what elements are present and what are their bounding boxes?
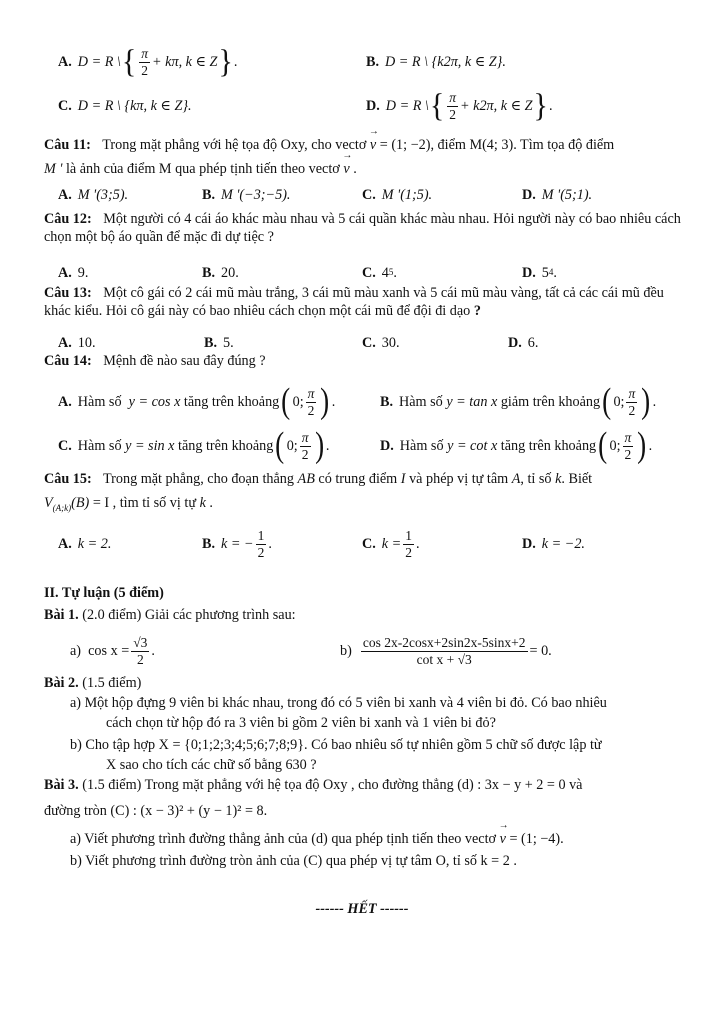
question-11-line2: M ' là ảnh của điểm M qua phép tịnh tiến theo vectơ → v .: [44, 160, 684, 178]
q15-option-a: A. k = 2.: [58, 535, 112, 552]
q13-options: [44, 332, 684, 354]
question-12: Câu 12: Một người có 4 cái áo khác màu nhau và 5 cái quần khác màu nhau. Hỏi người này có bao nhiêu cách chọn một bộ áo quần để mặc đi dự tiệc ?: [44, 211, 681, 246]
bai-2a-line2: cách chọn từ hộp đó ra 3 viên bi gồm 2 viên bi xanh và 1 viên bi đỏ?: [106, 715, 496, 731]
q10-option-b: B. D = R \ {k2π, k ∈ Z}.: [366, 53, 506, 70]
q11-options: [44, 184, 684, 206]
q14-row-ab: [44, 380, 684, 424]
q11-option-d: D. M '(5;1).: [522, 186, 593, 203]
q15-option-b: B. k = − $\frac{1}{2}$ .: [202, 527, 272, 560]
bai-1: Bài 1. (2.0 điểm) Giải các phương trình sau:: [44, 607, 296, 623]
part-2-title: II. Tự luận (5 điểm): [44, 585, 164, 601]
q13-option-a: A. 10.: [58, 334, 96, 351]
bai-3: Bài 3. (1.5 điểm) Trong mặt phẳng với hệ tọa độ Oxy , cho đường thẳng (d) : 3x − y + 2 = 0 và: [44, 777, 583, 793]
q10-row-cd: [44, 86, 684, 126]
q12-option-b: B. 20.: [202, 264, 239, 281]
bai-1b: b) $\frac{\cos 2x-2\cos x+2\sin 2x-5\sin x+2}{\text{cot x + √3}}$ = 0.: [340, 634, 552, 667]
question-15: Câu 15: Trong mặt phẳng, cho đoạn thẳng AB có trung điểm I và phép vị tự tâm A, tỉ số k. Biết: [44, 471, 593, 487]
q10-option-c: C. D = R \ {kπ, k ∈ Z}.: [58, 97, 192, 114]
q12-options: [44, 262, 684, 284]
bai-3b: b) Viết phương trình đường tròn ảnh của (C) qua phép vị tự tâm O, tỉ số k = 2 .: [70, 853, 517, 869]
q12-option-c: C. 4 5 .: [362, 264, 397, 281]
question-14: Câu 14: Mệnh đề nào sau đây đúng ?: [44, 353, 266, 369]
bai-2b-line2: X sao cho tích các chữ số bằng 630 ?: [106, 757, 317, 773]
q14-option-b: B. Hàm số y = tan x giảm trên khoảng ( 0; $\frac{\pi}{2}$ ) .: [380, 382, 657, 421]
question-13: Câu 13: Một cô gái có 2 cái mũ màu trắng, 3 cái mũ màu xanh và 5 cái mũ màu vàng, tất cả các cái mũ đều khác kiểu. Hỏi cô gái này có bao nhiêu cách chọn một cái mũ để đội đi dạo ?: [44, 285, 664, 320]
q12-option-d: D. 5 4 .: [522, 264, 557, 281]
question-11: Câu 11: Trong mặt phẳng với hệ tọa độ Oxy, cho vectơ → v = (1; −2), điểm M(4; 3). Tìm tọa độ điểm: [44, 136, 684, 154]
q10-option-a: A. D = R \ { $\frac{\pi}{2}$ + kπ, k ∈ Z } .: [58, 43, 238, 80]
q12-option-a: A. 9.: [58, 264, 89, 281]
question-15-line2: $V_{(A;k)}(B) = I$ , tìm tỉ số vị tự k .: [44, 495, 213, 513]
bai-1-equations: [44, 628, 684, 674]
q13-option-b: B. 5.: [204, 334, 234, 351]
bai-3-line2: đường tròn (C) : (x − 3)² + (y − 1)² = 8.: [44, 803, 268, 819]
vector-v: → v: [370, 136, 376, 154]
q13-option-d: D. 6.: [508, 334, 539, 351]
q10-option-d: D. D = R \ { $\frac{\pi}{2}$ + k2π, k ∈ Z } .: [366, 87, 553, 124]
q14-option-c: C. Hàm số y = sin x tăng trên khoảng ( 0; $\frac{\pi}{2}$ ) .: [58, 426, 330, 465]
q15-option-c: C. k = $\frac{1}{2}$ .: [362, 527, 420, 560]
q15-option-d: D. k = −2.: [522, 535, 585, 552]
bai-2b: b) Cho tập hợp X = {0;1;2;3;4;5;6;7;8;9}. Có bao nhiêu số tự nhiên gồm 5 chữ số được lập từ: [70, 737, 602, 753]
q14-option-d: D. Hàm số y = cot x tăng trên khoảng ( 0; $\frac{\pi}{2}$ ) .: [380, 426, 653, 465]
q14-row-cd: [44, 424, 684, 468]
q13-option-c: C. 30.: [362, 334, 400, 351]
q11-option-a: A. M '(3;5).: [58, 186, 129, 203]
q10-row-ab: [44, 42, 684, 82]
q11-option-c: C. M '(1;5).: [362, 186, 433, 203]
bai-3a: a) Viết phương trình đường thẳng ảnh của (d) qua phép tịnh tiến theo vectơ → v = (1; −4).: [70, 830, 684, 848]
q15-options: [44, 522, 684, 566]
bai-2a: a) Một hộp đựng 9 viên bi khác nhau, trong đó có 5 viên bi xanh và 4 viên bi đỏ. Có bao nhiêu: [70, 695, 607, 711]
bai-1a: a) cos x = $\frac{√3}{2}$ .: [70, 634, 155, 667]
end-marker: ------ HẾT ------: [315, 901, 409, 917]
q14-option-a: A. Hàm số y = cos x tăng trên khoảng ( 0; $\frac{\pi}{2}$ ) .: [58, 382, 336, 421]
bai-2: Bài 2. (1.5 điểm): [44, 675, 142, 691]
q11-option-b: B. M '(−3;−5).: [202, 186, 291, 203]
